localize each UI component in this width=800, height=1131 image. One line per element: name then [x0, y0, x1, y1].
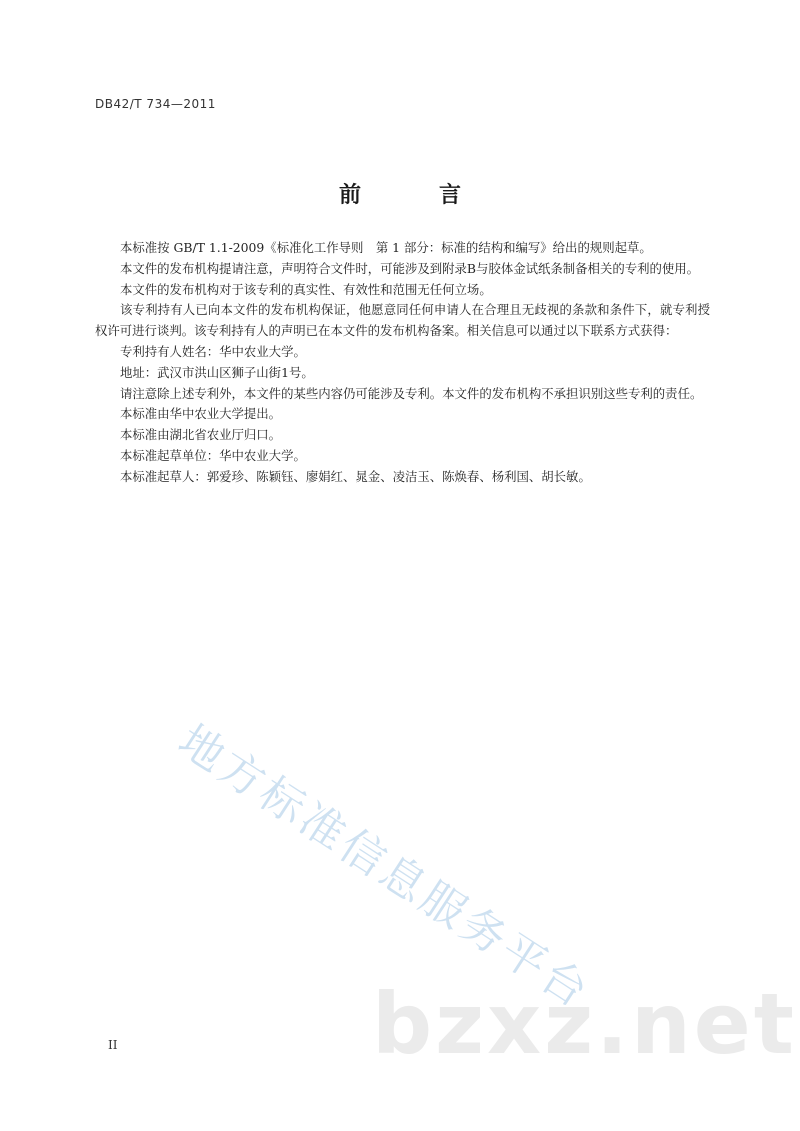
- paragraph-drafting-unit: 本标准起草单位：华中农业大学。: [120, 447, 306, 463]
- paragraph-drafters: 本标准起草人：郭爱珍、陈颖钰、廖娟红、晁金、凌洁玉、陈焕春、杨利国、胡长敏。: [120, 468, 591, 484]
- section-title: 前 言: [338, 183, 489, 208]
- site-logo-watermark: bzxz.net: [372, 975, 797, 1073]
- page-number: II: [108, 1038, 118, 1052]
- platform-watermark: 地方标准信息服务平台: [169, 715, 600, 1020]
- paragraph-patent-holder-name: 专利持有人姓名：华中农业大学。: [120, 343, 306, 359]
- document-code: DB42/T 734—2011: [95, 97, 216, 111]
- paragraph-other-patents: 请注意除上述专利外，本文件的某些内容仍可能涉及专利。本文件的发布机构不承担识别这些专利的责任。: [120, 385, 703, 401]
- paragraph-proposed-by: 本标准由华中农业大学提出。: [120, 406, 282, 422]
- paragraph-patent-position: 本文件的发布机构对于该专利的真实性、有效性和范围无任何立场。: [120, 281, 492, 297]
- paragraph-patent-notice: 本文件的发布机构提请注意，声明符合文件时，可能涉及到附录B与胶体金试纸条制备相关的专利的使用。: [120, 260, 700, 276]
- paragraph-under-jurisdiction: 本标准由湖北省农业厅归口。: [120, 427, 282, 443]
- paragraph-patent-holder-assurance: 该专利持有人已向本文件的发布机构保证，他愿意同任何申请人在合理且无歧视的条款和条件下，就专利授权许可进行谈判。该专利持有人的声明已在本文件的发布机构备案。相关信息可以通过以下联系方式获得：: [95, 302, 710, 339]
- paragraph-address: 地址：武汉市洪山区狮子山街1号。: [120, 364, 314, 380]
- foreword-body: [95, 238, 710, 488]
- paragraph-drafting-rules: 本标准按 GB/T 1.1-2009《标准化工作导则 第 1 部分：标准的结构和编写》给出的规则起草。: [120, 240, 652, 255]
